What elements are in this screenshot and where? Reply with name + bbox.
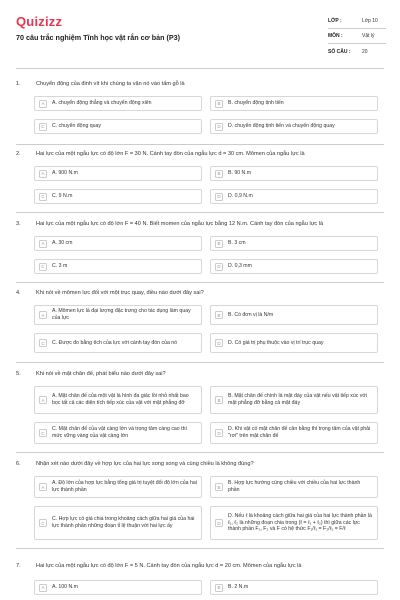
question-divider <box>16 452 384 453</box>
option-b[interactable] <box>210 305 378 325</box>
option-letter: C <box>39 519 47 527</box>
option-d[interactable] <box>210 119 378 134</box>
meta-label: LỚP : <box>328 18 342 24</box>
option-letter: A <box>39 311 47 319</box>
option-letter: B <box>215 311 223 319</box>
meta-value: Lớp 10 <box>362 18 378 24</box>
option-text: B. Mặt chân đế chính là mặt đáy của vật nếu vật tiếp xúc với mặt phẳng đỡ bằng cả mặt đáy <box>228 393 367 406</box>
option-text: A. 30 cm <box>52 240 73 247</box>
option-c[interactable] <box>34 119 202 134</box>
question-text: Hai lực của một ngẫu lực có độ lớn F = 40 N. Biết momen của ngẫu lực bằng 12 N.m. Cánh tay đòn của ngẫu lực là <box>36 221 324 227</box>
option-letter: D <box>215 429 223 437</box>
option-letter: D <box>215 519 223 527</box>
option-letter: B <box>215 170 223 178</box>
option-letter: A <box>39 170 47 178</box>
option-letter: D <box>215 193 223 201</box>
question-5 <box>16 370 384 378</box>
option-b[interactable] <box>210 476 378 498</box>
meta-label: SỐ CÂU : <box>328 48 351 55</box>
option-text: C. Được đo bằng tích của lực với cánh tay đòn của nó <box>52 339 178 346</box>
question-2 <box>16 150 384 158</box>
meta-value: Vật lý <box>362 33 375 39</box>
logo-text: Quizizz <box>16 13 63 29</box>
option-d[interactable] <box>210 333 378 353</box>
option-text: B. 90 N.m <box>228 170 252 177</box>
question-text: Hai lực của một ngẫu lực có độ lớn F = 5 N. Cánh tay đòn của ngẫu lực d = 20 cm. Mômen của ngẫu lực là <box>36 563 302 569</box>
question-number: 1. <box>16 81 21 87</box>
option-text: D. chuyển động tịnh tiến và chuyển động quay <box>228 123 335 130</box>
question-text: Nhận xét nào dưới đây về hợp lực của hai lực song song và cùng chiều là không đúng? <box>36 461 254 467</box>
question-text: Chuyển động của đinh vít khi chúng ta vặn nó vào tấm gỗ là <box>36 81 185 87</box>
question-1 <box>16 80 384 88</box>
worksheet-title: 70 câu trắc nghiệm Tĩnh học vật rắn cơ bản (P3) <box>16 33 181 42</box>
option-text: A. Mặt chân đế của một vật là hình đa giác lồi nhỏ nhất bao bọc tất cả các diện tích tiếp xúc của vật với mặt phẳng đỡ <box>52 393 189 406</box>
question-number: 5. <box>16 371 21 377</box>
option-letter: B <box>215 396 223 404</box>
option-letter: C <box>39 429 47 437</box>
option-c[interactable] <box>34 506 202 540</box>
option-text: A. Mômen lực là đại lượng đặc trưng cho tác dụng làm quay của lực <box>52 308 191 321</box>
option-c[interactable] <box>34 422 202 444</box>
meta-label: MÔN : <box>328 33 343 39</box>
question-3 <box>16 220 384 228</box>
option-a[interactable] <box>34 236 202 251</box>
option-c[interactable] <box>34 333 202 353</box>
option-text: A. 100 N.m <box>52 584 78 591</box>
option-d[interactable] <box>210 422 378 444</box>
option-letter: A <box>39 396 47 404</box>
option-letter: D <box>215 263 223 271</box>
question-text: Hai lực của một ngẫu lực có độ lớn F = 30 N. Cánh tay đòn của ngẫu lực d = 30 cm. Mômen của ngẫu lực là <box>36 151 305 157</box>
option-letter: C <box>39 263 47 271</box>
option-b[interactable] <box>210 386 378 414</box>
option-text: D. Khi vật có mặt chân đế cân bằng thì trọng tâm của vật phải "rơi" trên mặt chân đế <box>228 426 371 439</box>
option-text: A. Độ lớn của hợp lực bằng tổng giá trị tuyệt đối độ lớn của hai lực thành phần <box>52 480 197 493</box>
option-letter: A <box>39 240 47 248</box>
meta-row-count <box>328 44 386 59</box>
option-text: B. 3 cm <box>228 240 246 247</box>
option-b[interactable] <box>210 166 378 181</box>
option-letter: C <box>39 193 47 201</box>
option-a[interactable] <box>34 476 202 498</box>
option-d[interactable] <box>210 506 378 540</box>
question-6 <box>16 460 384 468</box>
option-a[interactable] <box>34 386 202 414</box>
option-letter: C <box>39 339 47 347</box>
question-7 <box>16 562 384 570</box>
option-b[interactable] <box>210 236 378 251</box>
option-text: C. Hợp lực có giá chia trong khoảng cách giữa hai giá của hai lực thành phần những đoạn tỉ lệ thuận với hai lực ấy <box>52 516 195 529</box>
option-a[interactable] <box>34 305 202 325</box>
option-a[interactable] <box>34 166 202 181</box>
option-text: B. Có đơn vị là N/m <box>228 311 274 318</box>
question-number: 3. <box>16 221 21 227</box>
option-letter: A <box>39 584 47 592</box>
option-text: B. chuyển động tịnh tiến <box>228 100 284 107</box>
quizizz-logo <box>16 14 62 28</box>
question-number: 4. <box>16 290 21 296</box>
option-text: C. chuyển động quay <box>52 123 102 130</box>
question-text: Khi nói về mômen lực đối với một trục quay, điều nào dưới đây sai? <box>36 290 204 296</box>
option-text: A. 900 N.m <box>52 170 78 177</box>
option-text: B. Hợp lực hướng cùng chiều với chiều của hai lực thành phần <box>228 480 361 493</box>
option-text: D. 0,9 N.m <box>228 193 253 200</box>
option-d[interactable] <box>210 259 378 274</box>
option-text: D. 0,3 mm <box>228 263 252 270</box>
option-letter: B <box>215 584 223 592</box>
option-letter: C <box>39 123 47 131</box>
question-divider <box>16 212 384 213</box>
option-a[interactable] <box>34 580 202 595</box>
option-d[interactable] <box>210 189 378 204</box>
question-number: 7. <box>16 563 21 569</box>
option-text: C. 9 N.m <box>52 193 73 200</box>
question-divider <box>16 548 384 549</box>
question-divider <box>16 282 384 283</box>
meta-row-grade <box>328 14 386 29</box>
option-text: D. Nếu ℓ là khoảng cách giữa hai giá của hai lực thành phần là ℓ₁, ℓ₂ là những đoạn chia trong (ℓ = ℓ₁ + ℓ₂) thì giữa các lực thành phần F₁, F₂ và F có hệ thức F₁/ℓ₁ = F₂/ℓ₂ = F/ℓ <box>228 513 372 533</box>
option-letter: D <box>215 123 223 131</box>
option-c[interactable] <box>34 259 202 274</box>
meta-value: 20 <box>362 48 368 55</box>
option-c[interactable] <box>34 189 202 204</box>
option-b[interactable] <box>210 580 378 595</box>
question-text: Khi nói về mặt chân đế, phát biểu nào dưới đây sai? <box>36 371 166 377</box>
option-text: B. 2 N.m <box>228 584 249 591</box>
question-divider <box>16 144 384 145</box>
option-text: D. Có giá trị phụ thuộc vào vị trí trục quay <box>228 339 324 346</box>
option-a[interactable] <box>34 96 202 111</box>
option-letter: A <box>39 483 47 491</box>
option-letter: B <box>215 100 223 108</box>
option-letter: B <box>215 240 223 248</box>
question-divider <box>16 362 384 363</box>
header-divider <box>16 68 384 69</box>
option-letter: B <box>215 483 223 491</box>
meta-row-subject <box>328 29 386 44</box>
option-letter: D <box>215 339 223 347</box>
option-text: C. 3 m <box>52 263 68 270</box>
option-text: A. chuyển động thẳng và chuyển động xiên <box>52 100 152 107</box>
option-b[interactable] <box>210 96 378 111</box>
worksheet-header <box>0 0 400 66</box>
question-4 <box>16 289 384 297</box>
question-number: 2. <box>16 151 21 157</box>
meta-box <box>328 14 386 59</box>
option-text: C. Mặt chân đế của vật càng lớn và trọng tâm càng cao thì mức vững vàng của vật càng lớn <box>52 426 187 439</box>
option-letter: A <box>39 100 47 108</box>
question-number: 6. <box>16 461 21 467</box>
